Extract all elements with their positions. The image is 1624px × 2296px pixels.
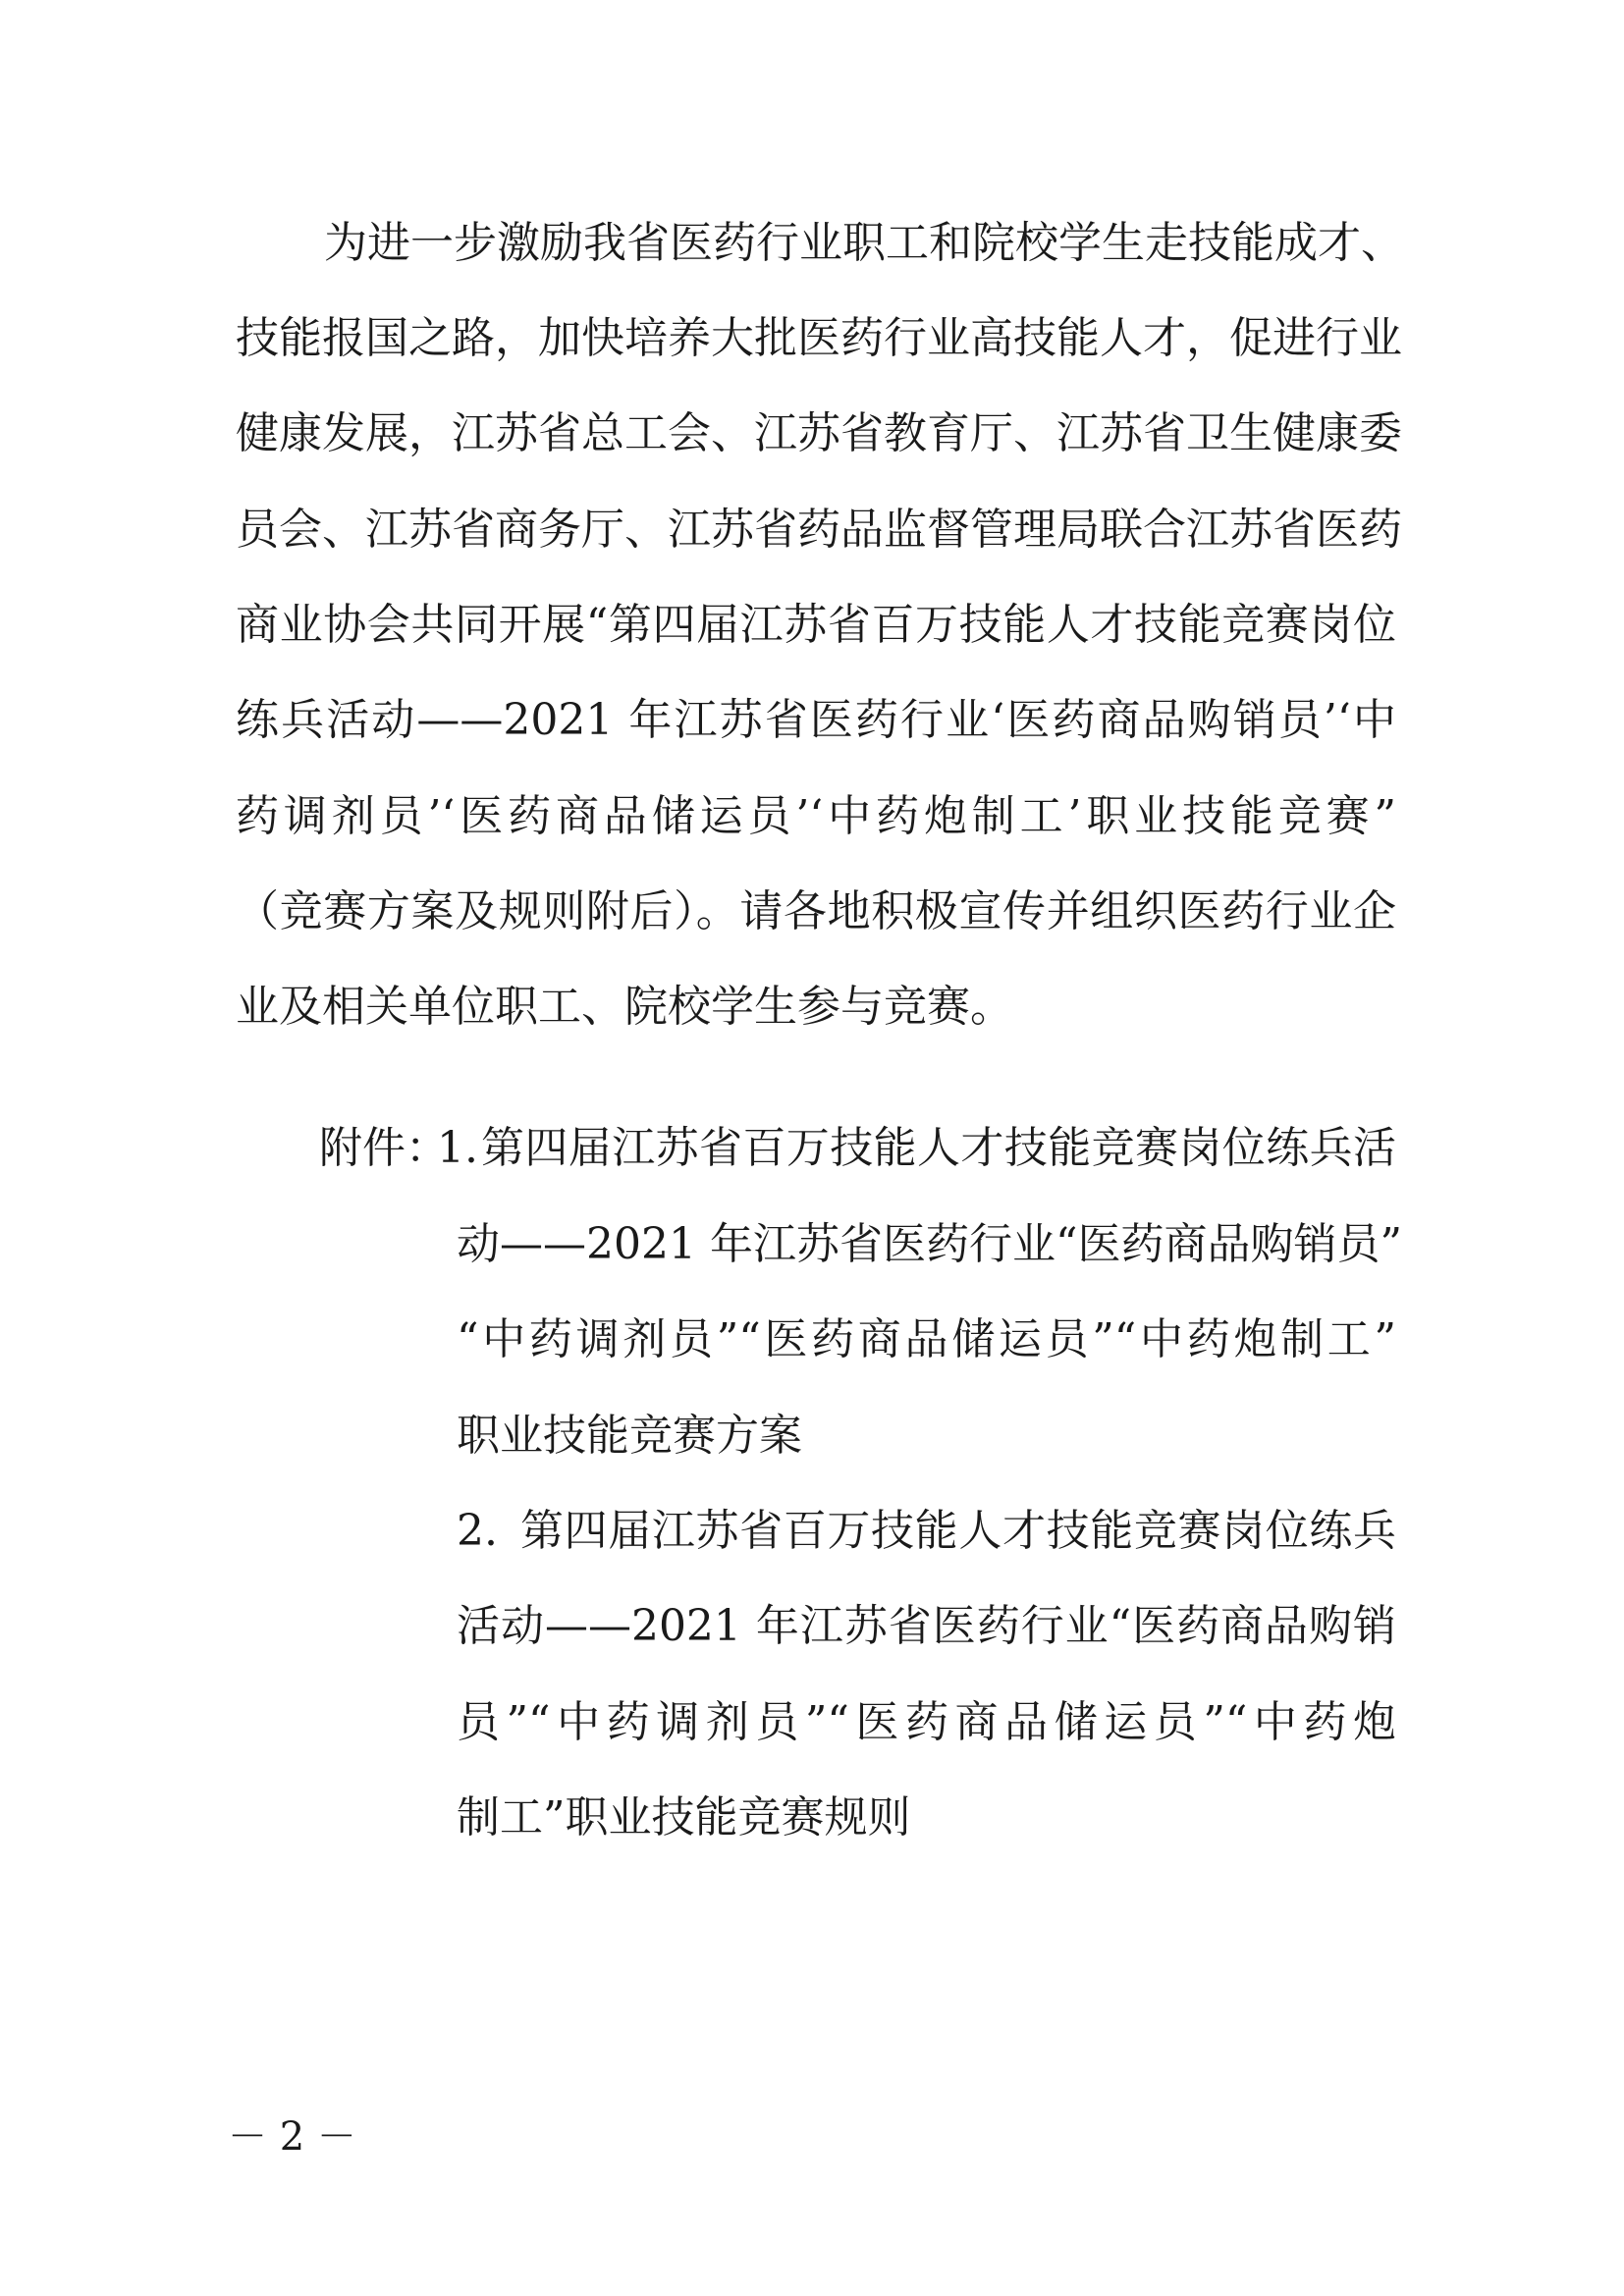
- paragraph-line-1: 为进一步激励我省医药行业职工和院校学生走技能成才、: [324, 218, 1404, 268]
- attachment-1-line-4: 职业技能竞赛方案: [457, 1411, 802, 1461]
- attachment-2-line-3: 员”“中药调剂员”“医药商品储运员”“中药炮: [457, 1697, 1396, 1747]
- paragraph-line-5: 商业协会共同开展“第四届江苏省百万技能人才技能竞赛岗位: [236, 600, 1396, 650]
- page-number: － 2 －: [228, 2114, 356, 2160]
- paragraph-line-6: 练兵活动——2021 年江苏省医药行业‘医药商品购销员’‘中: [236, 695, 1396, 745]
- attachment-1-line-3: “中药调剂员”“医药商品储运员”“中药炮制工”: [457, 1314, 1396, 1364]
- attachments-label: 附件：: [319, 1123, 449, 1173]
- paragraph-line-4: 员会、江苏省商务厅、江苏省药品监督管理局联合江苏省医药: [236, 505, 1402, 555]
- paragraph-line-2: 技能报国之路，加快培养大批医药行业高技能人才，促进行业: [236, 313, 1402, 363]
- attachment-2-line-4: 制工”职业技能竞赛规则: [457, 1792, 911, 1842]
- paragraph-line-7: 药调剂员’‘医药商品储运员’‘中药炮制工’职业技能竞赛”: [236, 791, 1396, 841]
- attachment-1-line-1: 第四届江苏省百万技能人才技能竞赛岗位练兵活: [481, 1123, 1396, 1173]
- paragraph-line-3: 健康发展，江苏省总工会、江苏省教育厅、江苏省卫生健康委: [236, 408, 1402, 458]
- attachment-2-line-1: 第四届江苏省百万技能人才技能竞赛岗位练兵: [520, 1506, 1396, 1556]
- paragraph-line-8: （竞赛方案及规则附后）。请各地积极宣传并组织医药行业企: [236, 886, 1396, 936]
- paragraph-line-9: 业及相关单位职工、院校学生参与竞赛。: [236, 982, 1013, 1032]
- attachment-1-number: 1.: [437, 1123, 478, 1173]
- attachment-2-number: 2.: [457, 1506, 498, 1556]
- attachment-2-line-2: 活动——2021 年江苏省医药行业“医药商品购销: [457, 1601, 1396, 1651]
- attachment-1-line-2: 动——2021 年江苏省医药行业“医药商品购销员”: [457, 1219, 1402, 1269]
